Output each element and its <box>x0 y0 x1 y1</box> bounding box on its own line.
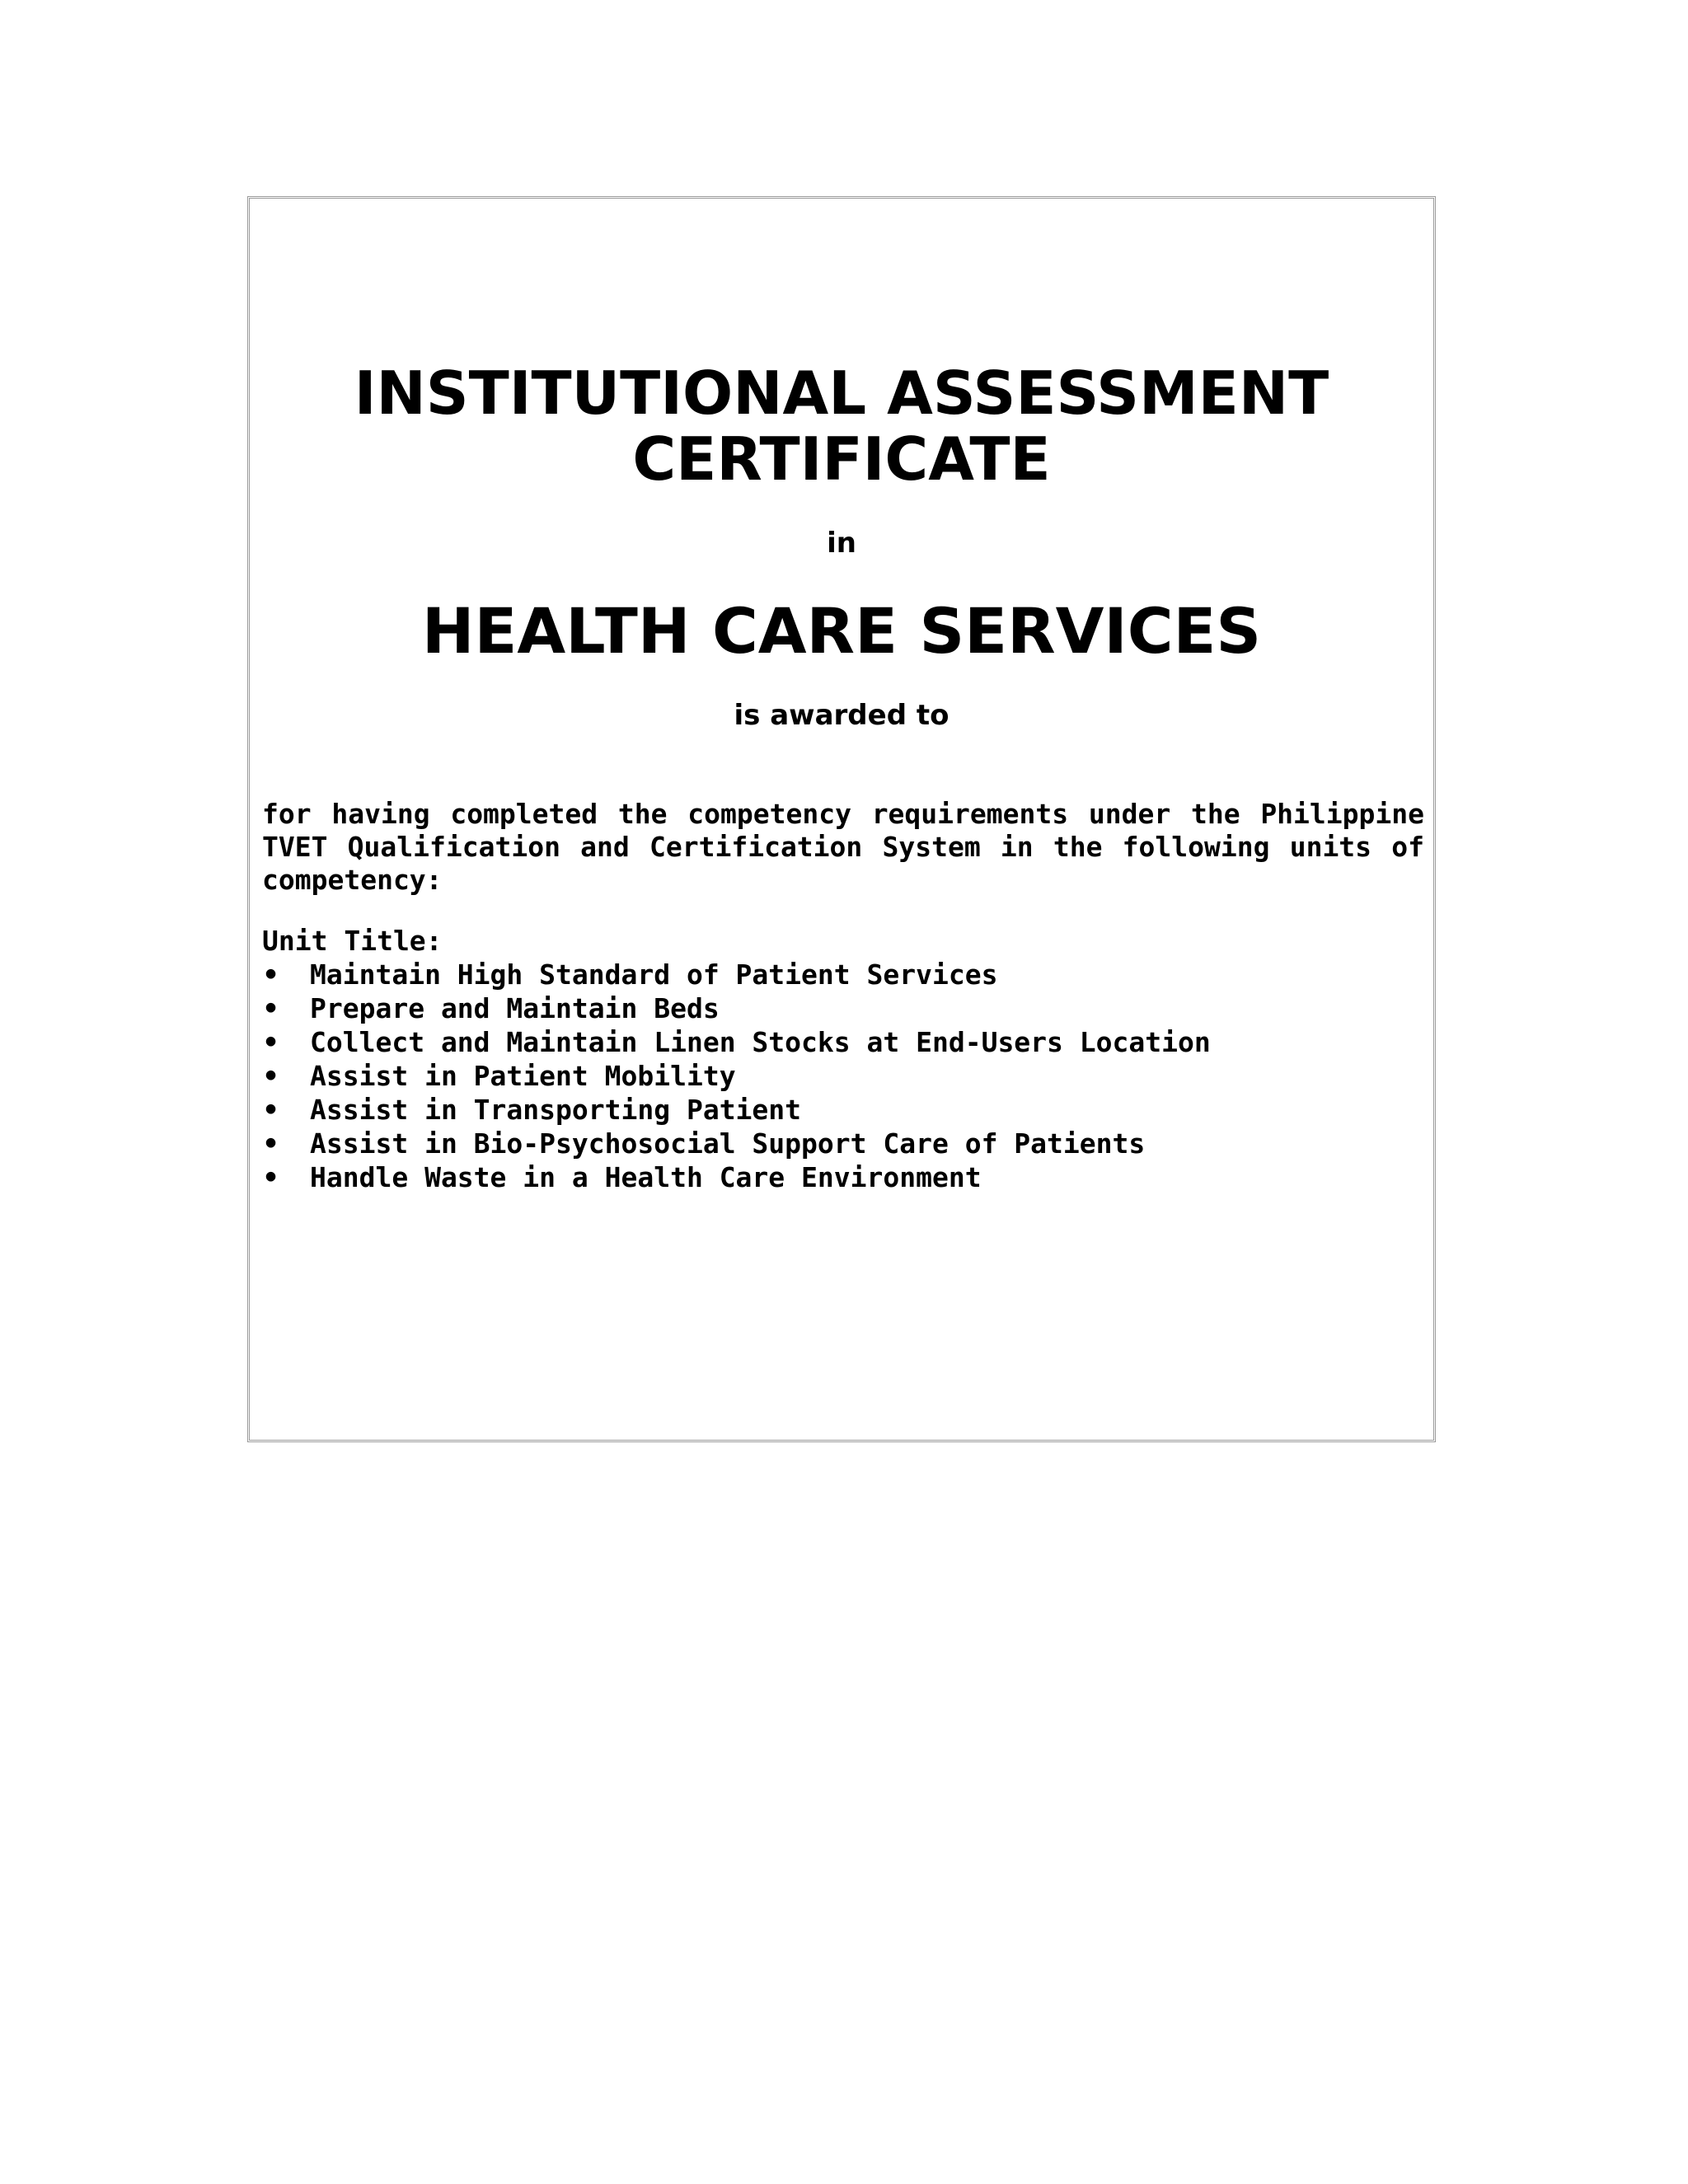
bullet-icon: • <box>262 1060 280 1092</box>
connector-text: in <box>827 527 856 560</box>
unit-label: Assist in Bio-Psychosocial Support Care of Patients <box>310 1127 1146 1160</box>
list-item <box>262 1127 1211 1160</box>
units-of-competency-list <box>262 958 1211 1194</box>
bullet-icon: • <box>262 1127 280 1160</box>
certificate-title <box>250 360 1433 492</box>
list-item <box>262 1025 1211 1059</box>
unit-label: Maintain High Standard of Patient Services <box>310 958 998 991</box>
list-item <box>262 1093 1211 1127</box>
bullet-icon: • <box>262 958 280 991</box>
list-item <box>262 991 1211 1025</box>
bullet-icon: • <box>262 1026 280 1058</box>
unit-label: Assist in Transporting Patient <box>310 1094 802 1126</box>
unit-title-label: Unit Title: <box>262 925 443 957</box>
list-item <box>262 958 1211 991</box>
unit-label: Handle Waste in a Health Care Environment <box>310 1161 982 1193</box>
competency-statement: for having completed the competency requirements under the Philippine TVET Qualification and Certification System in the following units of competency: <box>262 798 1424 896</box>
awarded-text: is awarded to <box>734 699 950 732</box>
program-name: HEALTH CARE SERVICES <box>421 594 1262 668</box>
bullet-icon: • <box>262 992 280 1024</box>
bullet-icon: • <box>262 1094 280 1126</box>
certificate-title-line-2: CERTIFICATE <box>632 424 1051 494</box>
unit-label: Collect and Maintain Linen Stocks at End-Users Location <box>310 1026 1211 1058</box>
certificate-content <box>250 199 1433 1440</box>
bullet-icon: • <box>262 1161 280 1193</box>
certificate-frame <box>247 196 1436 1442</box>
list-item <box>262 1059 1211 1093</box>
unit-label: Assist in Patient Mobility <box>310 1060 736 1092</box>
certificate-title-line-1: INSTITUTIONAL ASSESSMENT <box>354 359 1329 428</box>
list-item <box>262 1160 1211 1194</box>
unit-label: Prepare and Maintain Beds <box>310 992 720 1024</box>
